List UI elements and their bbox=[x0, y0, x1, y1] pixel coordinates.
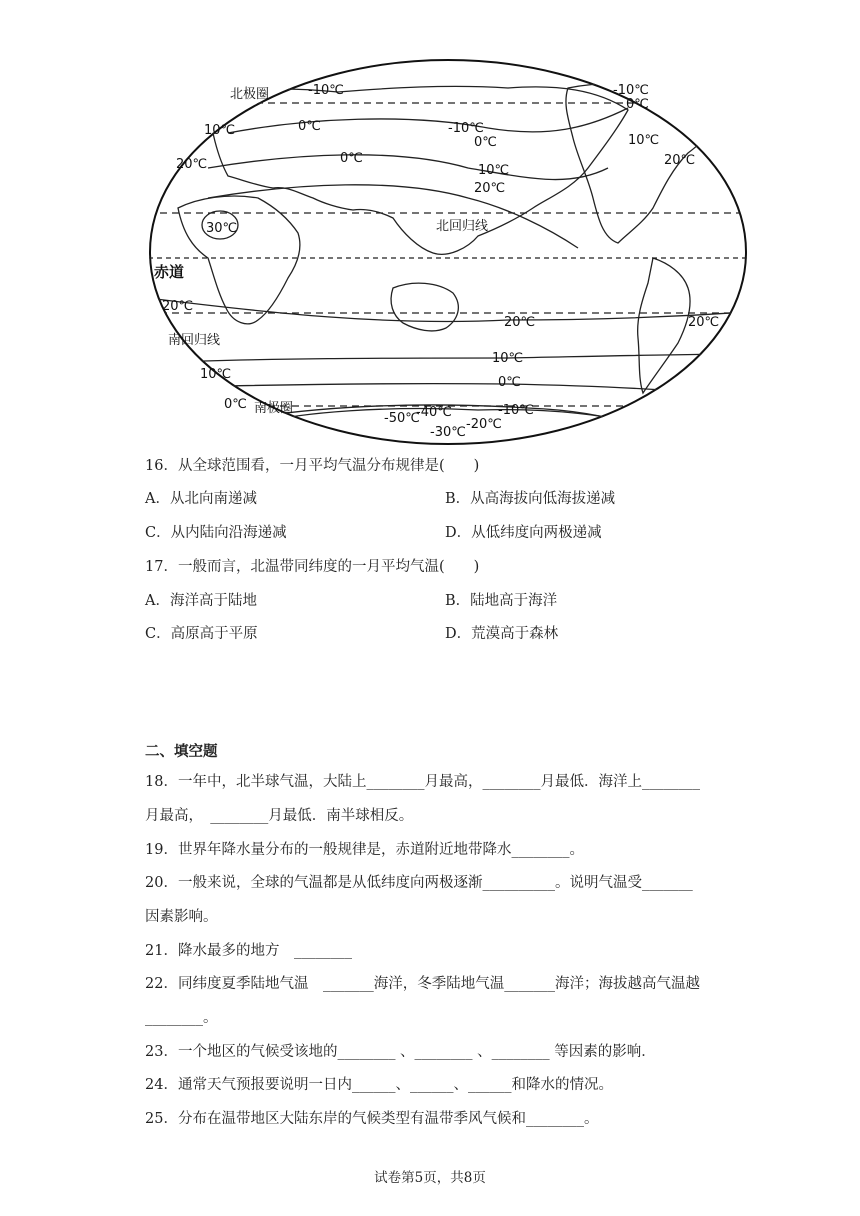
isotherm-label: 0℃ bbox=[224, 397, 247, 412]
map-svg bbox=[148, 58, 748, 446]
question-16-option-c[interactable]: C．从内陆向沿海递减 bbox=[145, 525, 287, 541]
question-19: 19．世界年降水量分布的一般规律是，赤道附近地带降水________。 bbox=[145, 842, 584, 858]
question-18-line-1: 18．一年中，北半球气温，大陆上________月最高，________月最低．海洋上________ bbox=[145, 774, 700, 790]
isotherm-label: 0℃ bbox=[474, 135, 497, 150]
isotherm-label: 10℃ bbox=[492, 351, 524, 366]
isotherm-label: 20℃ bbox=[504, 315, 536, 330]
question-17-option-a[interactable]: A．海洋高于陆地 bbox=[145, 593, 257, 609]
isotherm-label: -10℃ bbox=[613, 83, 649, 98]
isotherm-label: 20℃ bbox=[176, 157, 208, 172]
isotherm-label: 0℃ bbox=[498, 375, 521, 390]
isotherm-label: 30℃ bbox=[206, 221, 238, 236]
isotherm-label: -50℃ bbox=[384, 411, 420, 426]
isotherm-label: 0℃ bbox=[298, 119, 321, 134]
question-17-option-d[interactable]: D．荒漠高于森林 bbox=[445, 626, 559, 642]
question-16-stem: 16．从全球范围看，一月平均气温分布规律是( ) bbox=[145, 458, 480, 474]
question-25: 25．分布在温带地区大陆东岸的气候类型有温带季风气候和________。 bbox=[145, 1111, 599, 1127]
question-17-stem: 17．一般而言，北温带同纬度的一月平均气温( ) bbox=[145, 559, 480, 575]
question-20-line-1: 20．一般来说，全球的气温都是从低纬度向两极逐渐__________。说明气温受_______ bbox=[145, 875, 693, 891]
isotherm-label: 20℃ bbox=[664, 153, 696, 168]
isotherm-label: 20℃ bbox=[162, 299, 194, 314]
isotherm-label: 10℃ bbox=[200, 367, 232, 382]
question-17-option-b[interactable]: B．陆地高于海洋 bbox=[445, 593, 558, 609]
map-frame bbox=[150, 60, 746, 444]
tropic-capricorn-label: 南回归线 bbox=[168, 333, 221, 348]
world-isotherm-map bbox=[148, 58, 748, 446]
question-16-option-a[interactable]: A．从北向南递减 bbox=[145, 491, 257, 507]
isotherm-label: -10℃ bbox=[448, 121, 484, 136]
isotherm-label: -20℃ bbox=[466, 417, 502, 432]
question-20-line-2: 因素影响。 bbox=[145, 909, 218, 925]
question-24: 24．通常天气预报要说明一日内______、______、______和降水的情况。 bbox=[145, 1077, 613, 1093]
isotherm-label: -30℃ bbox=[430, 425, 466, 440]
question-16-option-d[interactable]: D．从低纬度向两极递减 bbox=[445, 525, 602, 541]
arctic-circle-label: 北极圈 bbox=[230, 87, 270, 102]
question-22-line-2: ________。 bbox=[145, 1010, 218, 1026]
isotherm-label: 20℃ bbox=[474, 181, 506, 196]
isotherm-label: 0℃ bbox=[340, 151, 363, 166]
isotherm-label: 10℃ bbox=[478, 163, 510, 178]
isotherm-label: 20℃ bbox=[688, 315, 720, 330]
tropic-cancer-label: 北回归线 bbox=[436, 219, 489, 234]
isotherm-label: -10℃ bbox=[498, 403, 534, 418]
isotherm-label: -10℃ bbox=[308, 83, 344, 98]
question-23: 23．一个地区的气候受该地的________ 、________ 、________ 等因素的影响． bbox=[145, 1044, 656, 1060]
question-18-line-2: 月最高， ________月最低．南半球相反。 bbox=[145, 808, 414, 824]
isotherm-label: 10℃ bbox=[204, 123, 236, 138]
isotherm-label: 10℃ bbox=[628, 133, 660, 148]
question-21: 21．降水最多的地方 ________ bbox=[145, 943, 352, 959]
isotherm-label: 0℃ bbox=[626, 97, 649, 112]
isotherm-label: -40℃ bbox=[416, 405, 452, 420]
page-footer: 试卷第5页，共8页 bbox=[374, 1170, 486, 1186]
antarctic-circle-label: 南极圈 bbox=[254, 401, 294, 416]
question-16-option-b[interactable]: B．从高海拔向低海拔递减 bbox=[445, 491, 616, 507]
section-title: 二、填空题 bbox=[145, 744, 218, 760]
question-17-option-c[interactable]: C．高原高于平原 bbox=[145, 626, 258, 642]
question-22-line-1: 22．同纬度夏季陆地气温 _______海洋，冬季陆地气温_______海洋；海拔越高气温越 bbox=[145, 976, 700, 992]
equator-label: 赤道 bbox=[154, 263, 185, 281]
